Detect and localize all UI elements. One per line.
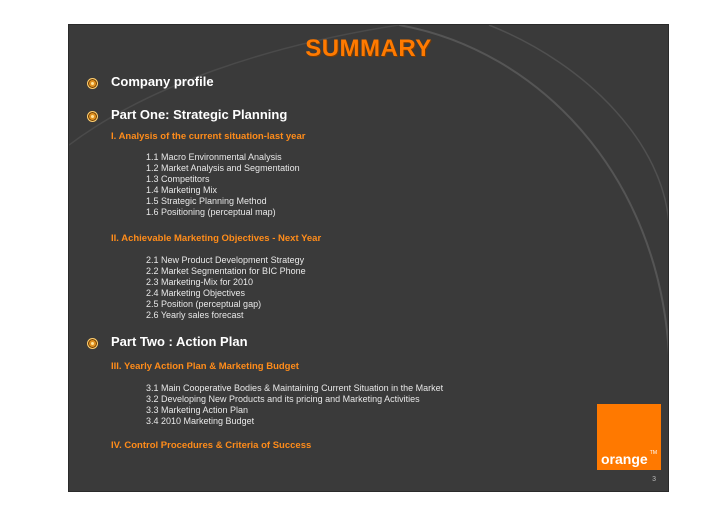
subsection-control: IV. Control Procedures & Criteria of Success [111,440,312,451]
list-item: 1.6 Positioning (perceptual map) [146,207,276,217]
list-item: 3.2 Developing New Products and its pricing and Marketing Activities [146,394,420,404]
list-item: 2.6 Yearly sales forecast [146,310,244,320]
list-item: 1.2 Market Analysis and Segmentation [146,163,300,173]
list-item: 2.3 Marketing-Mix for 2010 [146,277,254,287]
page-number: 3 [652,476,656,483]
list-item: 3.1 Main Cooperative Bodies & Maintaining Current Situation in the Market [146,383,444,393]
subsection-objectives: II. Achievable Marketing Objectives - Next Year [111,233,322,244]
bullet-icon [87,338,98,349]
page-title: SUMMARY [305,35,432,62]
subsection-analysis: I. Analysis of the current situation-last year [111,131,306,142]
orange-logo [597,404,661,470]
bullet-icon [87,111,98,122]
bullet-icon [87,78,98,89]
list-item: 2.5 Position (perceptual gap) [146,299,262,309]
list-item: 2.2 Market Segmentation for BIC Phone [146,266,306,276]
logo-text: orange [601,451,648,467]
subsection-action-plan: III. Yearly Action Plan & Marketing Budget [111,361,299,372]
section-part-one: Part One: Strategic Planning [111,107,288,122]
section-part-two: Part Two : Action Plan [111,334,248,349]
list-item: 2.4 Marketing Objectives [146,288,246,298]
list-item: 3.3 Marketing Action Plan [146,405,249,415]
list-item: 1.5 Strategic Planning Method [146,196,267,206]
list-item: 1.4 Marketing Mix [146,185,218,195]
list-item: 1.1 Macro Environmental Analysis [146,152,282,162]
trademark-label: TM [649,450,657,456]
section-company-profile: Company profile [111,74,214,89]
list-item: 1.3 Competitors [146,174,210,184]
list-item: 2.1 New Product Development Strategy [146,255,305,265]
slide [68,24,669,492]
list-item: 3.4 2010 Marketing Budget [146,416,255,426]
